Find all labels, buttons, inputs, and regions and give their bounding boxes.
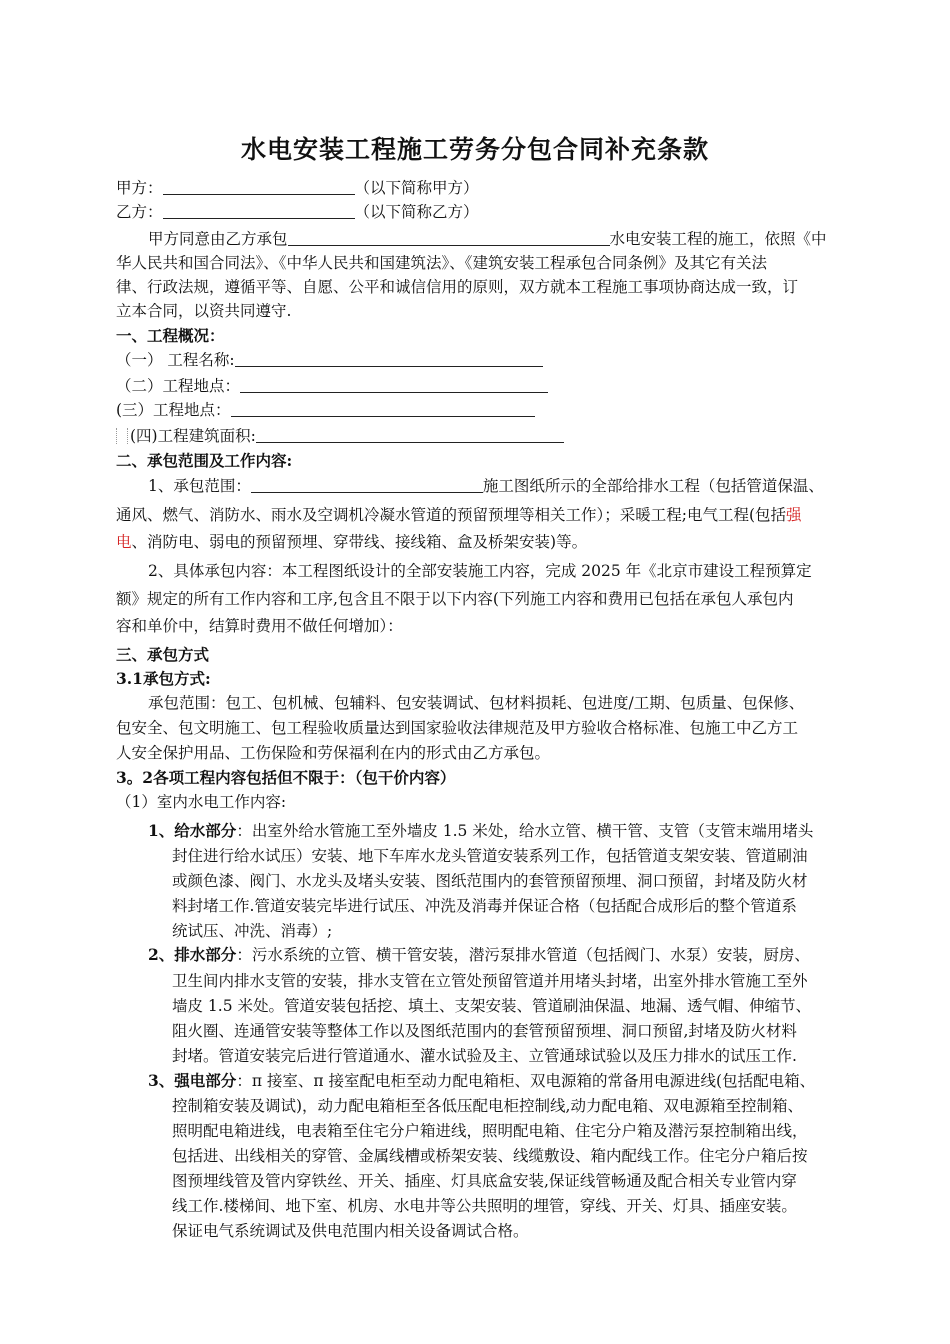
project-location-field[interactable] — [240, 376, 548, 393]
scope-line-1 — [148, 473, 824, 499]
highlighted-text: 强 — [786, 506, 802, 524]
method-line-3: 人安全保护用品、工伤保险和劳保福利在内的形式由乙方承包。 — [116, 744, 551, 762]
item-label: 给水部分 — [174, 821, 237, 840]
method-line-1: 承包范围：包工、包机械、包辅料、包安装调试、包材料损耗、包进度/工期、包质量、包保修、 — [148, 694, 805, 712]
intro-line-4: 立本合同，以资共同遵守. — [116, 302, 292, 320]
scope-line-2 — [116, 502, 802, 528]
drainage-line-5: 封堵。管道安装完后进行管道通水、灌水试验及主、立管通球试验以及压力排水的试压工作. — [172, 1047, 797, 1065]
water-supply-line-3: 或颜色漆、阀门、水龙头及堵头安装、图纸范围内的套管预留预埋、洞口预留，封堵及防火材 — [172, 872, 808, 890]
scope-text: 施工图纸所示的全部给排水工程（包括管道保温、 — [482, 477, 824, 495]
item-number: 3、 — [148, 1071, 175, 1090]
item-number: 1、 — [148, 821, 175, 840]
party-b-blank[interactable] — [163, 202, 355, 219]
water-supply-line-4: 料封堵工作.管道安装完毕进行试压、冲洗及消毒并保证合格（包括配合成形后的整个管道系 — [172, 897, 797, 915]
project-location-line — [116, 373, 548, 399]
document-title: 水电安装工程施工劳务分包合同补充条款 — [240, 135, 709, 164]
field-label: （一） 工程名称: — [116, 351, 235, 369]
scope-text: 、消防电、弱电的预留预埋、穿带线、接线箱、盒及桥架安装)等。 — [131, 533, 588, 551]
party-a-label: 甲方： — [116, 179, 163, 197]
highlighted-text: 电 — [116, 533, 132, 551]
building-area-field[interactable] — [256, 426, 564, 443]
subsection-3-2: 3。2各项工程内容包括但不限于：（包干价内容） — [116, 768, 456, 787]
section-2-heading: 二、承包范围及工作内容: — [116, 451, 293, 470]
item-text: ：出室外给水管施工至外墙皮 1.5 米处，给水立管、横干管、支管（支管末端用堵头 — [236, 822, 814, 840]
project-location-field-2[interactable] — [231, 400, 535, 417]
item-label: 排水部分 — [174, 945, 237, 964]
power-line-7: 保证电气系统调试及供电范围内相关设备调试合格。 — [172, 1222, 529, 1240]
section-1-heading: 一、工程概况： — [116, 326, 225, 345]
power-line-1 — [148, 1068, 815, 1094]
indoor-work-heading: （1）室内水电工作内容: — [116, 793, 287, 811]
field-label: （二）工程地点： — [116, 377, 241, 395]
power-line-4: 包括进、出线相关的穿管、金属线槽或桥架安装、线缆敷设、箱内配线工作。住宅分户箱后按 — [172, 1147, 808, 1165]
scope-text: 通风、燃气、消防水、雨水及空调机冷凝水管道的预留预埋等相关工作）；采暖工程;电气工程(包括 — [116, 506, 787, 524]
power-line-2: 控制箱安装及调试)，动力配电箱柜至各低压配电柜控制线,动力配电箱、双电源箱至控制箱、 — [172, 1097, 803, 1115]
project-name-line — [116, 347, 543, 373]
project-name-field[interactable] — [235, 350, 543, 367]
content-line-2: 额》规定的所有工作内容和工序,包含且不限于以下内容(下列施工内容和费用已包括在承包人承包内 — [116, 590, 794, 608]
drainage-line-2: 卫生间内排水支管的安装，排水支管在立管处预留管道并用堵头封堵，出室外排水管施工至外 — [172, 972, 808, 990]
drainage-line-4: 阻火圈、连通管安装等整体工作以及图纸范围内的套管预留预埋、洞口预留,封堵及防火材料 — [172, 1022, 797, 1040]
party-b-label: 乙方： — [116, 203, 163, 221]
scope-text: 1、承包范围： — [148, 477, 251, 495]
party-b-note: （以下简称乙方） — [354, 203, 479, 221]
party-a-note: （以下简称甲方） — [354, 179, 479, 197]
project-name-blank[interactable] — [288, 229, 610, 246]
content-line-1: 2、具体承包内容：本工程图纸设计的全部安装施工内容，完成 2025 年《北京市建设工程预算定 — [148, 562, 812, 580]
building-area-line — [116, 423, 564, 449]
method-line-2: 包安全、包文明施工、包工程验收质量达到国家验收法律规范及甲方验收合格标准、包施工中乙方工 — [116, 719, 799, 737]
power-line-5: 图预埋线管及管内穿铁丝、开关、插座、灯具底盒安装,保证线管畅通及配合相关专业管内穿 — [172, 1172, 797, 1190]
section-3-heading: 三、承包方式 — [116, 645, 210, 664]
field-label: (四)工程建筑面积: — [130, 427, 256, 445]
paragraph-marker-icon — [116, 428, 128, 444]
content-line-3: 容和单价中，结算时费用不做任何增加）： — [116, 617, 403, 635]
party-b-line — [116, 199, 479, 225]
item-text: ：污水系统的立管、横干管安装，潜污泵排水管道（包括阀门、水泵）安装，厨房、 — [236, 946, 810, 964]
scope-line-3 — [116, 529, 587, 555]
item-label: 强电部分 — [174, 1071, 237, 1090]
scope-blank[interactable] — [251, 476, 483, 493]
project-location-line-2 — [116, 397, 535, 423]
intro-line-3: 律、行政法规，遵循平等、自愿、公平和诚信信用的原则，双方就本工程施工事项协商达成一致，订 — [116, 278, 799, 296]
item-text: ：π 接室、π 接室配电柜至动力配电箱柜、双电源箱的常备用电源进线(包括配电箱、 — [236, 1072, 816, 1090]
party-a-line — [116, 175, 479, 201]
intro-text: 水电安装工程的施工，依照《中 — [609, 230, 827, 248]
party-a-blank[interactable] — [163, 178, 355, 195]
item-number: 2、 — [148, 945, 175, 964]
subsection-3-1: 3.1承包方式: — [116, 669, 211, 688]
water-supply-line-1 — [148, 818, 813, 844]
intro-text: 甲方同意由乙方承包 — [148, 230, 288, 248]
drainage-line-3: 墙皮 1.5 米处。管道安装包括挖、填土、支架安装、管道刷油保温、地漏、透气帽、伸缩节、 — [172, 997, 812, 1015]
water-supply-line-2: 封住进行给水试压）安装、地下车库水龙头管道安装系列工作，包括管道支架安装、管道刷油 — [172, 847, 808, 865]
drainage-line-1 — [148, 942, 810, 968]
field-label: (三）工程地点： — [116, 401, 231, 419]
power-line-3: 照明配电箱进线，电表箱至住宅分户箱进线，照明配电箱、住宅分户箱及潜污泵控制箱出线， — [172, 1122, 808, 1140]
power-line-6: 线工作.楼梯间、地下室、机房、水电井等公共照明的埋管，穿线、开关、灯具、插座安装。 — [172, 1197, 797, 1215]
intro-line-2: 华人民共和国合同法》、《中华人民共和国建筑法》、《建筑安装工程承包合同条例》及其它有关法 — [116, 254, 768, 272]
intro-line-1 — [148, 226, 827, 252]
water-supply-line-5: 统试压、冲洗、消毒）; — [172, 922, 333, 940]
